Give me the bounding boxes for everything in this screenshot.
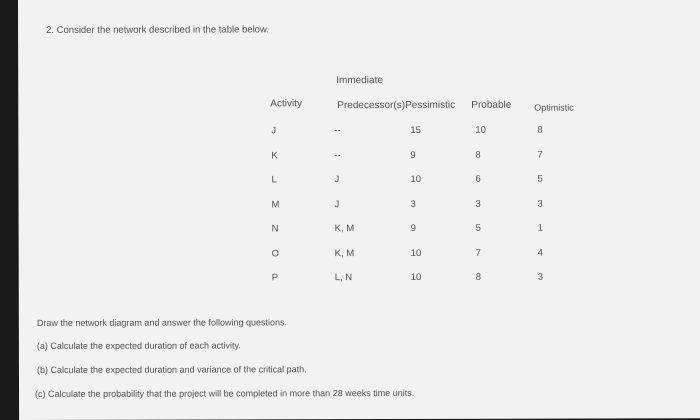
cell-pessimistic: 10 — [410, 271, 422, 283]
worksheet-page — [18, 0, 700, 420]
cell-predecessors: K, M — [334, 223, 355, 235]
cell-pessimistic: 10 — [410, 247, 422, 259]
cell-optimistic: 4 — [537, 247, 543, 259]
cell-predecessors: J — [334, 198, 340, 210]
cell-optimistic: 3 — [537, 198, 543, 210]
cell-activity: P — [271, 272, 279, 284]
cell-activity: L — [271, 174, 277, 186]
cell-predecessors: J — [334, 174, 340, 186]
question-c: (c) Calculate the probability that the project will be completed in more than 28 weeks time units. — [35, 387, 415, 399]
question-b: (b) Calculate the expected duration and variance of the critical path. — [36, 364, 307, 375]
cell-pessimistic: 9 — [410, 149, 416, 161]
cell-probable: 7 — [475, 247, 481, 259]
cell-predecessors: -- — [334, 125, 341, 137]
cell-probable: 8 — [475, 149, 481, 161]
cell-probable: 5 — [475, 222, 481, 234]
cell-optimistic: 5 — [537, 173, 543, 185]
cell-pessimistic: 15 — [410, 124, 421, 136]
cell-optimistic: 3 — [537, 271, 544, 283]
cell-predecessors: L, N — [334, 272, 353, 284]
cell-predecessors: K, M — [334, 247, 355, 259]
cell-probable: 10 — [475, 124, 486, 136]
cell-activity: O — [271, 247, 280, 259]
problem-intro: 2. Consider the network described in the table below. — [46, 24, 269, 36]
cell-activity: N — [271, 223, 279, 235]
header-probable: Probable — [471, 99, 512, 111]
cell-pessimistic: 3 — [410, 198, 416, 210]
cell-optimistic: 7 — [537, 149, 543, 161]
cell-pessimistic: 9 — [410, 222, 416, 234]
cell-activity: M — [271, 198, 280, 210]
question-a: (a) Calculate the expected duration of each activity. — [36, 340, 241, 351]
cell-activity: K — [271, 149, 278, 161]
header-optimistic: Optimistic — [534, 102, 574, 113]
instructions: Draw the network diagram and answer the following questions. — [36, 317, 287, 328]
cell-probable: 6 — [475, 173, 481, 185]
cell-predecessors: -- — [334, 149, 341, 161]
cell-probable: 3 — [475, 198, 481, 210]
cell-optimistic: 8 — [537, 124, 543, 136]
cell-pessimistic: 10 — [410, 173, 422, 185]
cell-optimistic: 1 — [537, 222, 543, 234]
cell-probable: 8 — [475, 271, 482, 283]
header-predecessors-pessimistic: Predecessor(s)Pessimistic — [337, 99, 456, 112]
cell-activity: J — [271, 125, 277, 137]
header-activity: Activity — [270, 98, 302, 110]
header-immediate: Immediate — [336, 75, 383, 87]
